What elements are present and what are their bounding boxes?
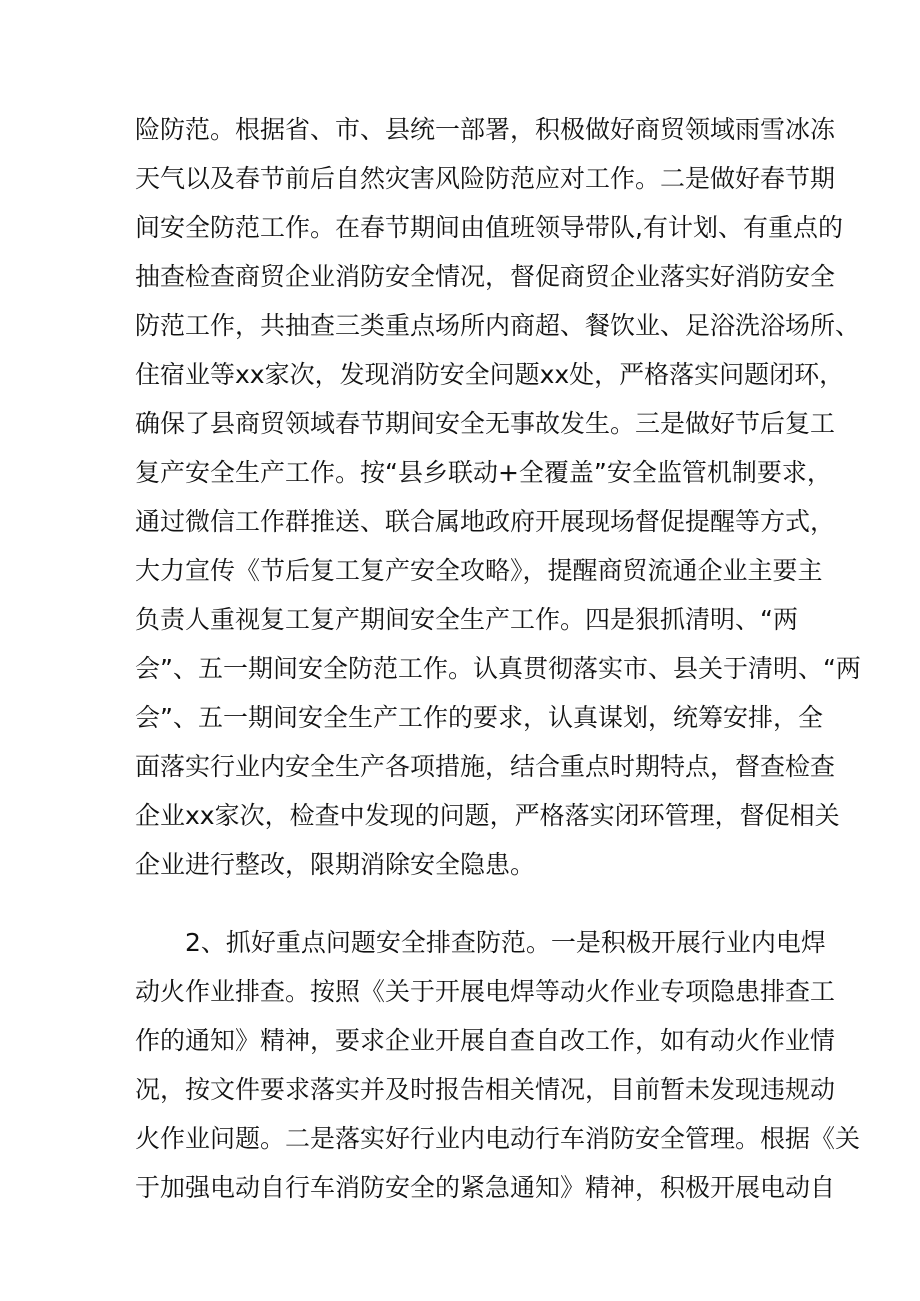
paragraph-1-line-11: 负责人重视复工复产期间安全生产工作。四是狠抓清明、“两: [135, 605, 798, 634]
paragraph-2-line-1: 2、抓好重点问题安全排查防范。一是积极开展行业内电焊: [185, 928, 826, 957]
paragraph-1-line-13: 会”、五一期间安全生产工作的要求，认真谋划，统筹安排，全: [135, 703, 823, 732]
paragraph-1-line-15: 企业xx家次，检查中发现的问题，严格落实闭环管理，督促相关: [135, 801, 840, 830]
paragraph-1-line-6: 住宿业等xx家次，发现消防安全问题xx处，严格落实问题闭环，: [135, 360, 845, 389]
paragraph-2-line-3: 作的通知》精神，要求企业开展自查自改工作，如有动火作业情: [135, 1026, 836, 1055]
paragraph-1-line-7: 确保了县商贸领域春节期间安全无事故发生。三是做好节后复工: [135, 409, 836, 438]
paragraph-1-line-4: 抽查检查商贸企业消防安全情况，督促商贸企业落实好消防安全: [135, 262, 836, 291]
paragraph-2-line-2: 动火作业排查。按照《关于开展电焊等动火作业专项隐患排查工: [135, 977, 836, 1006]
paragraph-1-line-3: 间安全防范工作。在春节期间由值班领导带队,有计划、有重点的: [135, 213, 843, 242]
paragraph-1-line-10: 大力宣传《节后复工复产安全攻略》，提醒商贸流通企业主要主: [135, 556, 823, 585]
paragraph-1-line-8: 复产安全生产工作。按“县乡联动+全覆盖”安全监管机制要求，: [135, 458, 832, 487]
paragraph-2-line-5: 火作业问题。二是落实好行业内电动行车消防安全管理。根据《关: [135, 1124, 861, 1153]
paragraph-1-line-16: 企业进行整改，限期消除安全隐患。: [135, 850, 536, 879]
paragraph-1-line-14: 面落实行业内安全生产各项措施，结合重点时期特点，督查检查: [135, 752, 836, 781]
paragraph-1-line-5: 防范工作，共抽查三类重点场所内商超、餐饮业、足浴洗浴场所、: [135, 311, 861, 340]
paragraph-1-line-9: 通过微信工作群推送、联合属地政府开展现场督促提醒等方式，: [135, 507, 836, 536]
paragraph-1-line-2: 天气以及春节前后自然灾害风险防范应对工作。二是做好春节期: [135, 164, 836, 193]
paragraph-2-line-4: 况，按文件要求落实并及时报告相关情况，目前暂未发现违规动: [135, 1075, 836, 1104]
paragraph-1-line-12: 会”、五一期间安全防范工作。认真贯彻落实市、县关于清明、“两: [135, 654, 861, 683]
paragraph-2-line-6: 于加强电动自行车消防安全的紧急通知》精神，积极开展电动自: [135, 1173, 836, 1202]
paragraph-1-line-1: 险防范。根据省、市、县统一部署，积极做好商贸领域雨雪冰冻: [135, 115, 836, 144]
